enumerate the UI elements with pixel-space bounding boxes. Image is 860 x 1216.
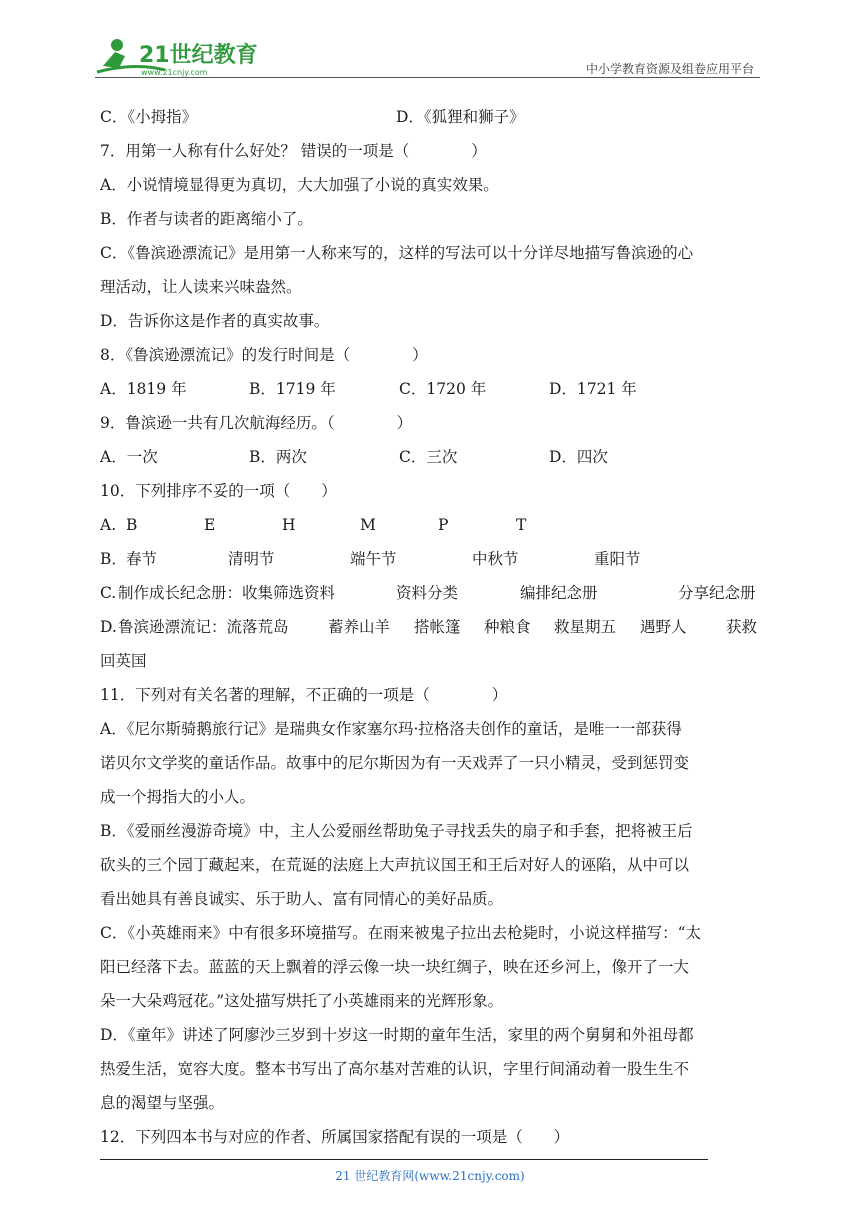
option-c: C．三次 [399,448,458,466]
seq-item: 春节 [126,550,158,568]
q9-options [100,440,768,474]
q11-option-c: C．《小英雄雨来》中有很多环境描写。在雨来被鬼子拉出去枪毙时，小说这样描写：“太 [100,924,702,942]
q11-option-d: D．《童年》讲述了阿廖沙三岁到十岁这一时期的童年生活，家里的两个舅舅和外祖母都 [100,1026,694,1044]
q10-option-d-cont: 回英国 [100,652,147,670]
seq-item: 搭帐篷 [414,618,461,636]
q10-option-d [100,610,768,644]
seq-item: 遇野人 [640,618,687,636]
seq-item: E [204,516,216,534]
q11-option-c-cont: 朵一大朵鸡冠花。”这处描写烘托了小英雄雨来的光辉形象。 [100,992,504,1010]
seq-item: 获救 [726,618,758,636]
q7-option-b: B．作者与读者的距离缩小了。 [100,210,313,228]
seq-item: T [516,516,527,534]
q7-option-c: C．《鲁滨逊漂流记》是用第一人称来写的，这样的写法可以十分详尽地描写鲁滨逊的心 [100,244,694,262]
q7-option-d: D．告诉你这是作者的真实故事。 [100,312,330,330]
seq-item: P [438,516,449,534]
option-a: A．一次 [100,448,158,466]
q11-option-a: A．《尼尔斯骑鹅旅行记》是瑞典女作家塞尔玛·拉格洛夫创作的童话，是唯一一部获得 [100,720,682,738]
option-label: A. [100,516,117,534]
seq-item: 鲁滨逊漂流记：流落荒岛 [118,618,289,636]
question-11: 11．下列对有关名著的理解，不正确的一项是（ ） [100,686,508,704]
q8-options [100,372,768,406]
seq-item: 端午节 [350,550,397,568]
seq-item: 中秋节 [472,550,519,568]
site-logo [95,32,265,78]
q11-option-d-cont: 热爱生活，宽容大度。整本书写出了高尔基对苦难的认识，字里行间涌动着一股生生不 [100,1060,690,1078]
seq-item: 资料分类 [396,584,459,602]
q11-option-a-cont: 成一个拇指大的小人。 [100,788,256,806]
q11-option-a-cont: 诺贝尔文学奖的童话作品。故事中的尼尔斯因为有一天戏弄了一只小精灵，受到惩罚变 [100,754,690,772]
q11-option-b-cont: 看出她具有善良诚实、乐于助人、富有同情心的美好品质。 [100,890,504,908]
logo-text: 21世纪教育 [139,43,258,68]
q11-option-b-cont: 砍头的三个园丁藏起来，在荒诞的法庭上大声抗议国王和王后对好人的诬陷，从中可以 [100,856,690,874]
question-8: 8．《鲁滨逊漂流记》的发行时间是（ ） [100,346,428,364]
question-10: 10．下列排序不妥的一项（ ） [100,482,337,500]
seq-item: 制作成长纪念册：收集筛选资料 [118,584,336,602]
option-a: A．1819 年 [100,380,187,398]
question-content [100,100,768,1154]
q7-option-a: A．小说情境显得更为真切，大大加强了小说的真实效果。 [100,176,499,194]
seq-item: 种粮食 [484,618,531,636]
option-d: D．《狐狸和狮子》 [396,108,525,126]
seq-item: 编排纪念册 [520,584,598,602]
q11-option-d-cont: 息的渴望与坚强。 [100,1094,225,1112]
q6-options-cd [100,100,768,134]
question-12: 12．下列四本书与对应的作者、所属国家搭配有误的一项是（ ） [100,1128,570,1146]
seq-item: H [282,516,296,534]
q10-option-a [100,508,768,542]
page-header [95,32,760,80]
option-c: C．1720 年 [399,380,487,398]
platform-label: 中小学教育资源及组卷应用平台 [585,62,754,76]
question-9: 9．鲁滨逊一共有几次航海经历。（ ） [100,414,413,432]
seq-item: 蓄养山羊 [328,618,391,636]
seq-item: 救星期五 [554,618,617,636]
option-label: B． [100,550,127,568]
option-label: D. [100,618,117,636]
option-b: B．两次 [249,448,307,466]
option-d: D．1721 年 [549,380,637,398]
question-7: 7．用第一人称有什么好处？ 错误的一项是（ ） [100,142,487,160]
seq-item: B [126,516,138,534]
seq-item: 分享纪念册 [678,584,756,602]
q10-option-c [100,576,768,610]
q10-option-b [100,542,768,576]
q11-option-b: B．《爱丽丝漫游奇境》中，主人公爱丽丝帮助兔子寻找丢失的扇子和手套，把将被王后 [100,822,693,840]
option-c: C．《小拇指》 [100,108,198,126]
seq-item: M [360,516,376,534]
option-d: D．四次 [549,448,608,466]
footer-link[interactable]: 21 世纪教育网(www.21cnjy.com) [335,1169,525,1183]
seq-item: 重阳节 [594,550,641,568]
header-divider [95,77,760,78]
q7-option-c-cont: 理活动，让人读来兴味盎然。 [100,278,302,296]
option-label: C. [100,584,117,602]
footer-divider [100,1159,708,1160]
option-b: B．1719 年 [249,380,336,398]
seq-item: 清明节 [228,550,275,568]
q11-option-c-cont: 阳已经落下去。蓝蓝的天上飘着的浮云像一块一块红绸子，映在还乡河上，像开了一大 [100,958,690,976]
logo-url: www.21cnjy.com [141,68,208,77]
